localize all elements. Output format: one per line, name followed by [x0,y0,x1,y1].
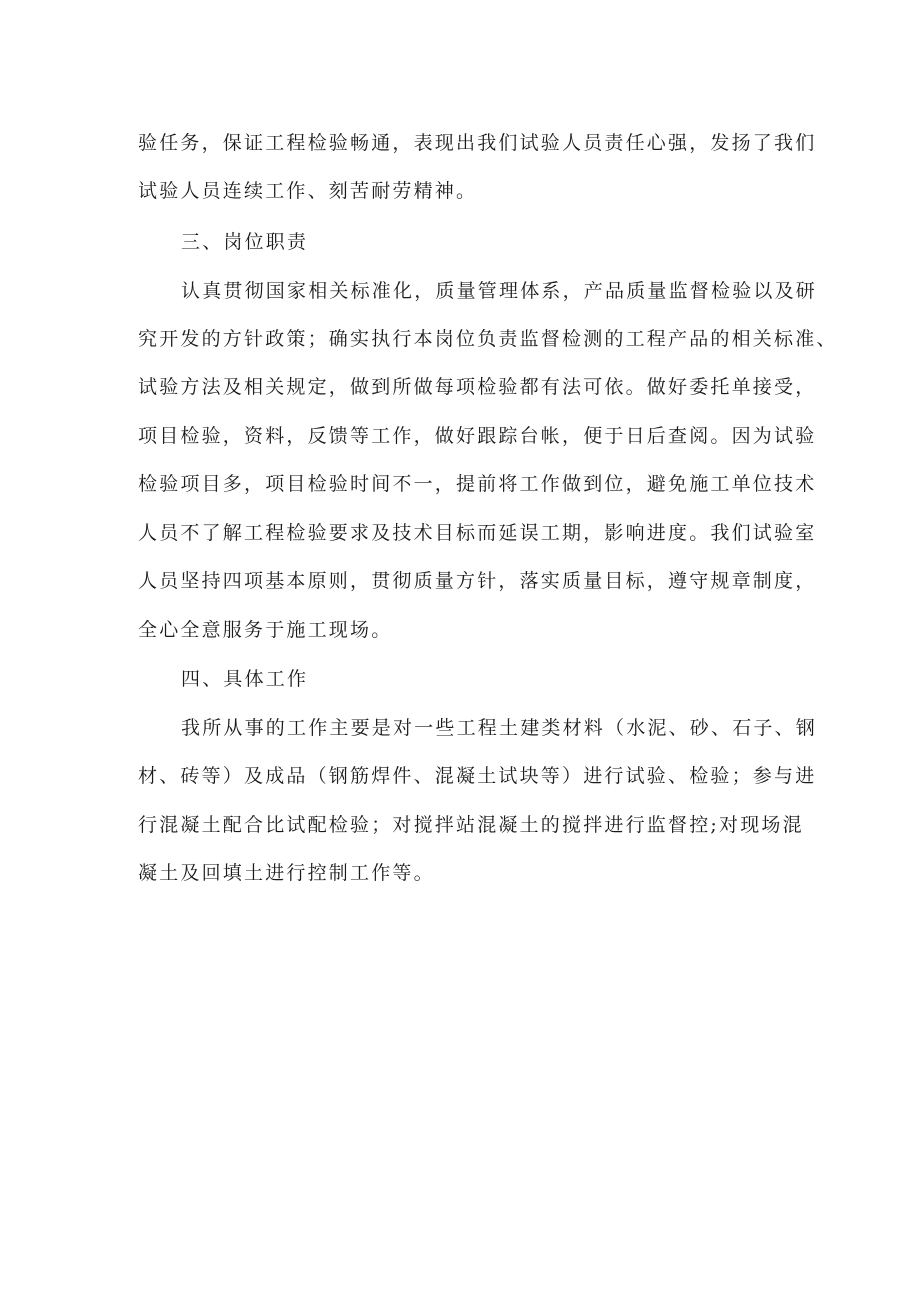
paragraph-line-continuation: 验任务，保证工程检验畅通，表现出我们试验人员责任心强，发扬了我们 [138,132,817,154]
section-heading-duties: 三、岗位职责 [181,231,309,253]
paragraph-line: 全心全意服务于施工现场。 [138,619,393,641]
paragraph-line: 人员不了解工程检验要求及技术目标而延误工期，影响进度。我们试验室 [138,522,817,544]
paragraph-line: 人员坚持四项基本原则，贯彻质量方针，落实质量目标，遵守规章制度， [138,570,817,592]
paragraph-line: 材、砖等）及成品（钢筋焊件、混凝土试块等）进行试验、检验；参与进 [138,765,817,787]
paragraph-line: 行混凝土配合比试配检验；对搅拌站混凝土的搅拌进行监督控;对现场混 [138,814,804,836]
paragraph-line-first: 我所从事的工作主要是对一些工程土建类材料（水泥、砂、石子、钢 [181,717,818,739]
paragraph-line-continuation: 试验人员连续工作、刻苦耐劳精神。 [138,180,478,202]
paragraph-line: 凝土及回填土进行控制工作等。 [138,862,435,884]
section-heading-work: 四、具体工作 [181,668,309,690]
paragraph-line: 试验方法及相关规定，做到所做每项检验都有法可依。做好委托单接受， [138,376,817,398]
paragraph-line-first: 认真贯彻国家相关标准化，质量管理体系，产品质量监督检验以及研 [181,280,818,302]
paragraph-line: 项目检验，资料，反馈等工作，做好跟踪台帐，便于日后查阅。因为试验 [138,425,817,447]
paragraph-line: 究开发的方针政策；确实执行本岗位负责监督检测的工程产品的相关标准、 [138,328,838,350]
paragraph-line: 检验项目多，项目检验时间不一，提前将工作做到位，避免施工单位技术 [138,473,817,495]
